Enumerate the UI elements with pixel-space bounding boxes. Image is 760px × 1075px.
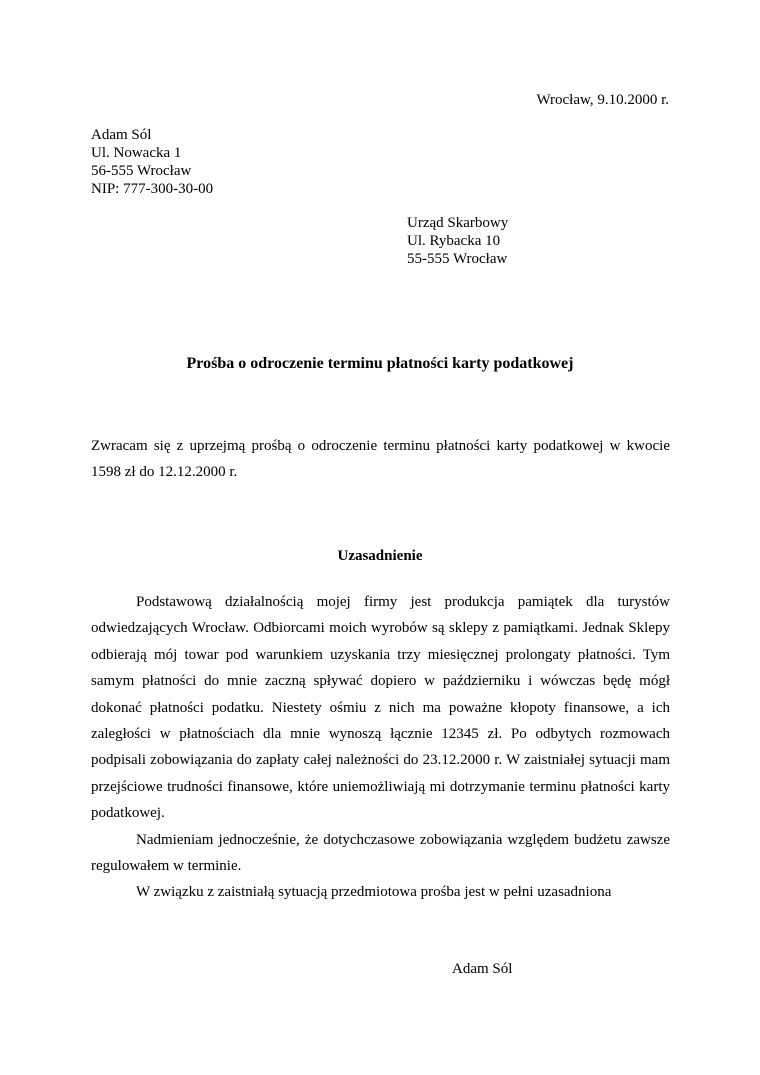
recipient-city: 55-555 Wrocław bbox=[407, 251, 508, 267]
recipient-street: Ul. Rybacka 10 bbox=[407, 233, 501, 249]
sender-city: 56-555 Wrocław bbox=[91, 163, 192, 179]
sender-nip: NIP: 777-300-30-00 bbox=[91, 181, 214, 197]
justification-title: Uzasadnienie bbox=[337, 548, 423, 564]
sender-name: Adam Sól bbox=[91, 127, 152, 143]
justification-paragraph: Nadmieniam jednocześnie, że dotychczasowe zobowiązania względem budżetu zawsze regulowałem w terminie. bbox=[91, 831, 670, 875]
intro-paragraph: Zwracam się z uprzejmą prośbą o odroczenie terminu płatności karty podatkowej w kwocie 1598 zł do 12.12.2000 r. bbox=[91, 438, 670, 480]
sender-street: Ul. Nowacka 1 bbox=[91, 145, 182, 161]
letter-date: Wrocław, 9.10.2000 r. bbox=[536, 92, 669, 108]
recipient-name: Urząd Skarbowy bbox=[407, 215, 509, 231]
justification-paragraph: W związku z zaistniałą sytuacją przedmiotowa prośba jest w pełni uzasadniona bbox=[136, 884, 612, 901]
signature: Adam Sól bbox=[452, 961, 513, 977]
recipient-address bbox=[407, 214, 508, 268]
letter-subject: Prośba o odroczenie terminu płatności karty podatkowej bbox=[186, 355, 574, 372]
sender-address bbox=[91, 126, 213, 198]
justification-paragraph: Podstawową działalnością mojej firmy jest produkcja pamiątek dla turystów odwiedzających Wrocław. Odbiorcami moich wyrobów są sklepy z pamiątkami. Jednak Sklepy odbierają mój towar pod warunkiem uzyskania trzy miesięcznej prolongaty płatności. Tym samym płatności do mnie zaczną spływać dopiero w październiku i wówczas będę mógł dokonać płatności podatku. Niestety ośmiu z nich ma poważne kłopoty finansowe, a ich zaległości w płatnościach dla mnie wynoszą łącznie 12345 zł. Po odbytych rozmowach podpisali zobowiązania do zapłaty całej należności do 23.12.2000 r. W zaistniałej sytuacji mam przejściowe trudności finansowe, które uniemożliwiają mi dotrzymanie terminu płatności karty podatkowej. bbox=[91, 594, 670, 822]
justification-body bbox=[91, 589, 670, 906]
